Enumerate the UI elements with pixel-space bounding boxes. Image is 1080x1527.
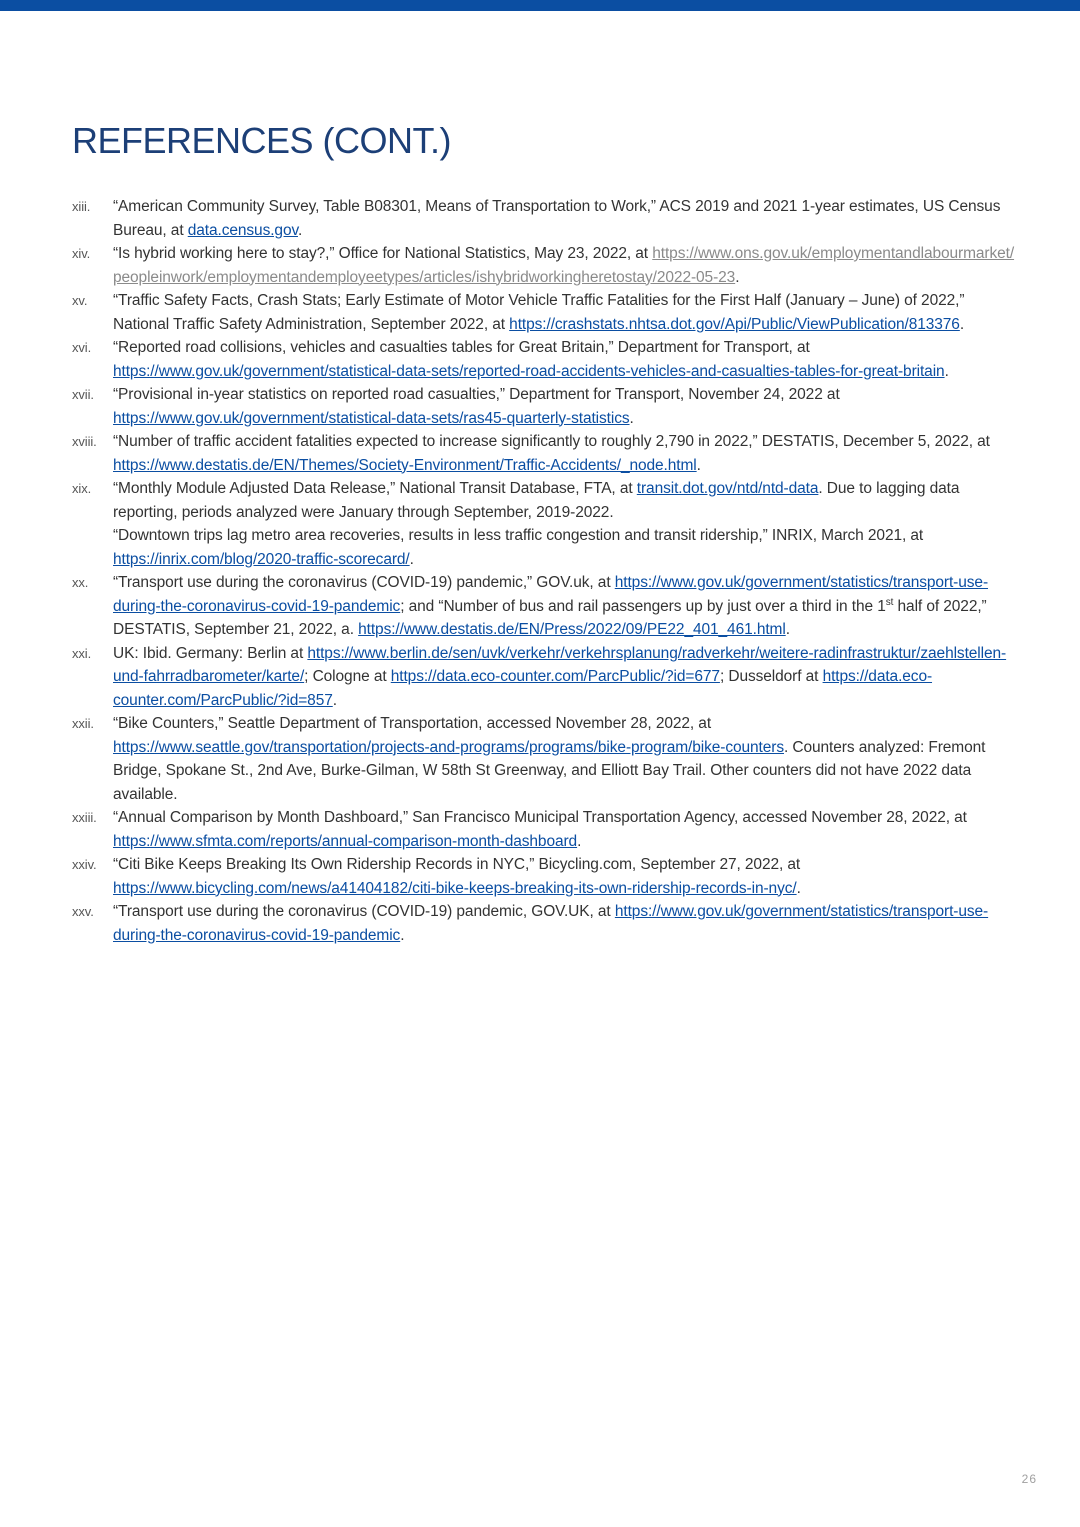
- reference-text: “Traffic Safety Facts, Crash Stats; Early Estimate of Motor Vehicle Traffic Fatalities for the First Half (January – June) of 2022,” National Traffic Safety Administration, September 2022, at https://crashstats.nhtsa.dot.gov/Api/Public/ViewPublication/813376.: [113, 292, 965, 333]
- reference-item: [72, 477, 1017, 571]
- reference-number: xxi.: [72, 645, 92, 661]
- reference-text: “Citi Bike Keeps Breaking Its Own Ridership Records in NYC,” Bicycling.com, September 27, 2022, at https://www.bicycling.com/news/a41404182/citi-bike-keeps-breaking-its-own-ridership-records-in-nyc/.: [113, 856, 801, 897]
- reference-item: [72, 289, 1017, 336]
- reference-link[interactable]: https://data.eco-counter.com/ParcPublic/?id=677: [390, 668, 720, 685]
- reference-link[interactable]: data.census.gov: [187, 221, 298, 239]
- reference-number: xxiii.: [72, 810, 97, 825]
- reference-link[interactable]: https://www.gov.uk/government/statistical-data-sets/ras45-quarterly-statistics: [113, 409, 630, 427]
- reference-link[interactable]: https://inrix.com/blog/2020-traffic-scorecard/: [113, 550, 410, 568]
- reference-link[interactable]: https://www.gov.uk/government/statistics/transport-use-during-the-coronavirus-covid-19-pandemic: [113, 903, 989, 944]
- reference-number: xv.: [72, 293, 88, 308]
- reference-link[interactable]: https://www.seattle.gov/transportation/projects-and-programs/programs/bike-program/bike-counters: [113, 738, 784, 756]
- reference-number: xiii.: [72, 199, 91, 214]
- reference-text: “Transport use during the coronavirus (COVID-19) pandemic, GOV.UK, at https://www.gov.uk/government/statistics/transport-use-during-the-coronavirus-covid-19-pandemic.: [113, 903, 989, 944]
- reference-number: xix.: [72, 481, 92, 496]
- reference-link[interactable]: https://www.destatis.de/EN/Press/2022/09/PE22_401_461.html: [358, 621, 786, 638]
- top-accent-bar: [0, 0, 1080, 11]
- reference-link[interactable]: https://www.destatis.de/EN/Themes/Society-Environment/Traffic-Accidents/_node.html: [113, 456, 697, 474]
- reference-text: “Monthly Module Adjusted Data Release,” National Transit Database, FTA, at transit.dot.gov/ntd/ntd-data. Due to lagging data reporting, periods analyzed were January through September, 2019-2022. “Downtown trips lag metro area recoveries, results in less traffic congestion and transit ridership,” INRIX, March 2021, at https://inrix.com/blog/2020-traffic-scorecard/.: [113, 480, 960, 568]
- page-title: REFERENCES (CONT.): [72, 120, 452, 161]
- reference-number: xvii.: [72, 387, 94, 402]
- reference-text: “Annual Comparison by Month Dashboard,” San Francisco Municipal Transportation Agency, accessed November 28, 2022, at https://www.sfmta.com/reports/annual-comparison-month-dashboard.: [113, 809, 967, 850]
- reference-text: “Transport use during the coronavirus (COVID-19) pandemic,” GOV.uk, at https://www.gov.uk/government/statistics/transport-use-during-the-coronavirus-covid-19-pandemic; and “Number of bus and rail passengers up by just over a third in the 1st half of 2022,” DESTATIS, September 21, 2022, a. https://www.destatis.de/EN/Press/2022/09/PE22_401_461.html.: [113, 574, 989, 638]
- reference-text: “Reported road collisions, vehicles and casualties tables for Great Britain,” Department for Transport, at https://www.gov.uk/government/statistical-data-sets/reported-road-accidents-vehicles-and-casualties-tables-for-great-britain.: [113, 339, 949, 380]
- reference-text: UK: Ibid. Germany: Berlin at https://www.berlin.de/sen/uvk/verkehr/verkehrsplanung/radverkehr/weitere-radinfrastruktur/zaehlstellen-und-fahrradbarometer/karte/; Cologne at https://data.eco-counter.com/ParcPublic/?id=677; Dusseldorf at https://data.eco-counter.com/ParcPublic/?id=857.: [113, 644, 1007, 709]
- reference-number: xviii.: [72, 434, 97, 449]
- page-number: 26: [1021, 1472, 1037, 1486]
- reference-text: “American Community Survey, Table B08301, Means of Transportation to Work,” ACS 2019 and 2021 1-year estimates, US Census Bureau, at data.census.gov.: [113, 198, 1001, 239]
- reference-item: [72, 430, 1017, 477]
- reference-text: “Bike Counters,” Seattle Department of Transportation, accessed November 28, 2022, at https://www.seattle.gov/transportation/projects-and-programs/programs/bike-program/bike-counters. Counters analyzed: Fremont Bridge, Spokane St., 2nd Ave, Burke-Gilman, W 58th St Greenway, and Elliott Bay Trail. Other counters did not have 2022 data available.: [113, 715, 986, 803]
- reference-item: [72, 806, 1017, 853]
- reference-number: xx.: [72, 575, 89, 590]
- reference-link[interactable]: https://crashstats.nhtsa.dot.gov/Api/Public/ViewPublication/813376: [509, 315, 960, 333]
- reference-link[interactable]: https://www.gov.uk/government/statistical-data-sets/reported-road-accidents-vehicles-and-casualties-tables-for-great-britain: [113, 362, 945, 380]
- reference-item: [72, 195, 1017, 242]
- reference-link[interactable]: transit.dot.gov/ntd/ntd-data: [636, 480, 819, 497]
- reference-item: [72, 571, 1017, 642]
- reference-item: [72, 712, 1017, 806]
- reference-link[interactable]: https://data.eco-counter.com/ParcPublic/?id=857: [113, 668, 933, 709]
- reference-number: xxii.: [72, 716, 94, 731]
- references-list: [72, 195, 1017, 947]
- reference-number: xxv.: [72, 904, 94, 919]
- reference-text: “Provisional in-year statistics on reported road casualties,” Department for Transport, November 24, 2022 at https://www.gov.uk/government/statistical-data-sets/ras45-quarterly-statistics.: [113, 386, 840, 427]
- reference-link[interactable]: https://www.ons.gov.uk/employmentandlabourmarket/peopleinwork/employmentandemployeetypes/articles/ishybridworkingheretostay/2022-05-23: [113, 245, 1015, 286]
- reference-item: [72, 383, 1017, 430]
- reference-item: [72, 642, 1017, 713]
- reference-number: xvi.: [72, 340, 92, 355]
- reference-link[interactable]: https://www.sfmta.com/reports/annual-comparison-month-dashboard: [113, 832, 578, 850]
- reference-text: “Is hybrid working here to stay?,” Office for National Statistics, May 23, 2022, at https://www.ons.gov.uk/employmentandlabourmarket/peopleinwork/employmentandemployeetypes/articles/ishybridworkingheretostay/2022-05-23.: [113, 245, 1015, 286]
- reference-number: xiv.: [72, 246, 91, 261]
- reference-text: “Number of traffic accident fatalities expected to increase significantly to roughly 2,790 in 2022,” DESTATIS, December 5, 2022, at https://www.destatis.de/EN/Themes/Society-Environment/Traffic-Accidents/_node.html.: [113, 433, 990, 474]
- reference-number: xxiv.: [72, 857, 97, 872]
- reference-item: [72, 853, 1017, 900]
- reference-item: [72, 900, 1017, 947]
- reference-item: [72, 336, 1017, 383]
- reference-item: [72, 242, 1017, 289]
- reference-link[interactable]: https://www.gov.uk/government/statistics/transport-use-during-the-coronavirus-covid-19-pandemic: [113, 574, 989, 615]
- reference-link[interactable]: https://www.bicycling.com/news/a41404182/citi-bike-keeps-breaking-its-own-ridership-records-in-nyc/: [113, 879, 797, 897]
- reference-link[interactable]: https://www.berlin.de/sen/uvk/verkehr/verkehrsplanung/radverkehr/weitere-radinfrastruktur/zaehlstellen-und-fahrradbarometer/karte/: [113, 644, 1007, 685]
